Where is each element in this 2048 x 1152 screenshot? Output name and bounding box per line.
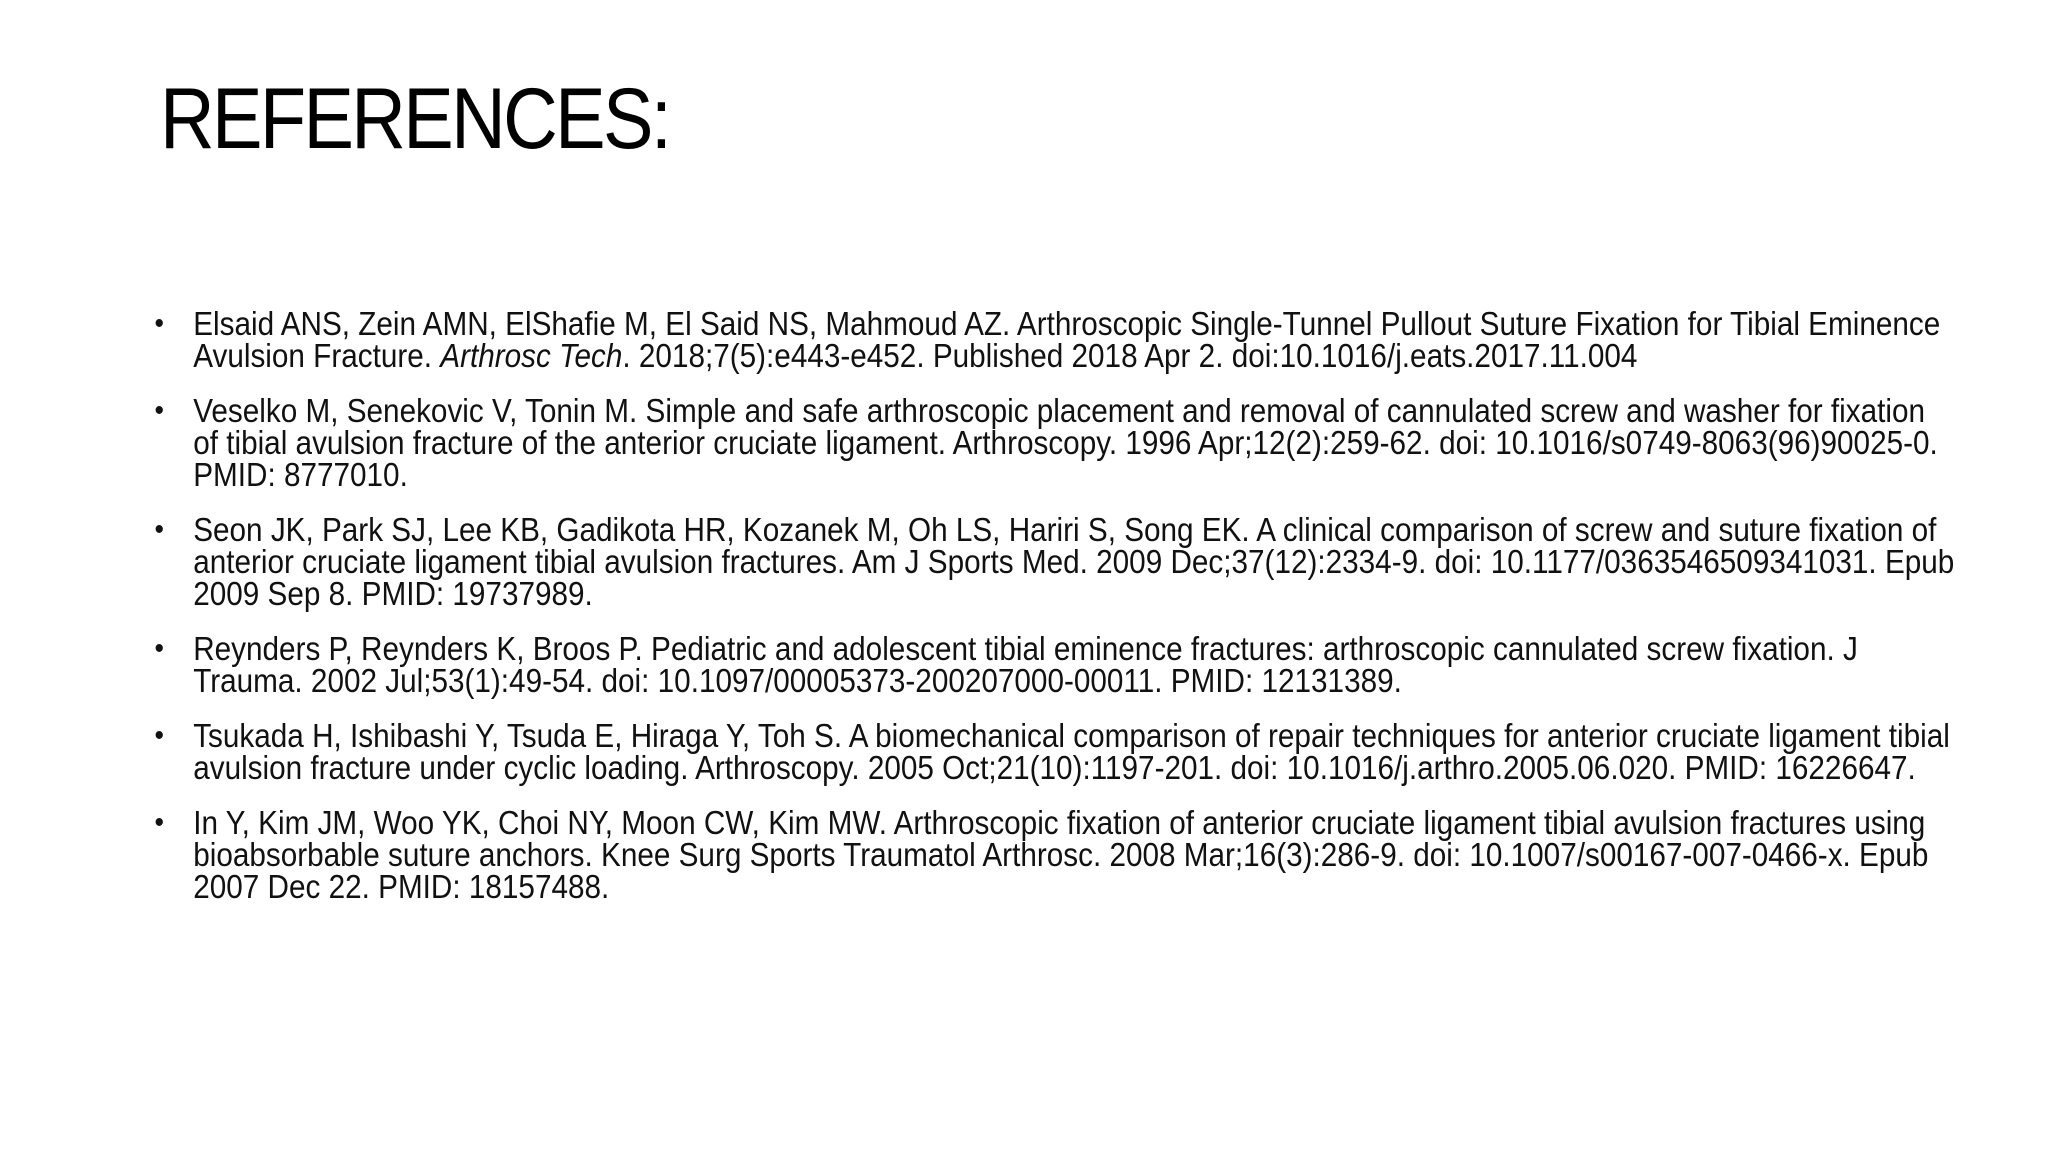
- reference-text: Tsukada H, Ishibashi Y, Tsuda E, Hiraga Y, Toh S. A biomechanical comparison of repair techniques for anterior cruciate ligament tibial avulsion fracture under cyclic loading. Arthroscopy. 2005 Oct;21(10):1197-201. doi: 10.1016/j.arthro.2005.06.020. PMID: 16226647.: [193, 717, 1950, 786]
- reference-list: [150, 305, 1955, 926]
- reference-item: [150, 804, 1957, 905]
- reference-text: In Y, Kim JM, Woo YK, Choi NY, Moon CW, Kim MW. Arthroscopic fixation of anterior cruciate ligament tibial avulsion fractures using bioabsorbable suture anchors. Knee Surg Sports Traumatol Arthrosc. 2008 Mar;16(3):286-9. doi: 10.1007/s00167-007-0466-x. Epub 2007 Dec 22. PMID: 18157488.: [193, 804, 1929, 905]
- reference-text: Veselko M, Senekovic V, Tonin M. Simple and safe arthroscopic placement and removal of cannulated screw and washer for fixation of tibial avulsion fracture of the anterior cruciate ligament. Arthroscopy. 1996 Apr;12(2):259-62. doi: 10.1016/s0749-8063(96)90025-0. PMID: 8777010.: [193, 392, 1938, 493]
- reference-item: [150, 630, 1957, 699]
- reference-text-part: . 2018;7(5):e443-e452. Published 2018 Apr 2. doi:10.1016/j.eats.2017.11.004: [622, 337, 1638, 374]
- slide-title: REFERENCES:: [160, 71, 670, 167]
- reference-text: Seon JK, Park SJ, Lee KB, Gadikota HR, Kozanek M, Oh LS, Hariri S, Song EK. A clinical comparison of screw and suture fixation of anterior cruciate ligament tibial avulsion fractures. Am J Sports Med. 2009 Dec;37(12):2334-9. doi: 10.1177/0363546509341031. Epub 2009 Sep 8. PMID: 19737989.: [193, 511, 1955, 612]
- reference-text-part: Elsaid ANS, Zein AMN, ElShafie M, El Said NS, Mahmoud AZ. Arthroscopic Single-Tunnel Pullout Suture Fixation for Tibial Eminence Avulsion Fracture.: [193, 305, 1941, 374]
- reference-item: [150, 717, 1957, 786]
- reference-item: [150, 392, 1957, 493]
- reference-item: [150, 511, 1957, 612]
- reference-text: [193, 305, 1940, 374]
- journal-name: Arthrosc Tech: [440, 337, 623, 374]
- reference-text: Reynders P, Reynders K, Broos P. Pediatric and adolescent tibial eminence fractures: arthroscopic cannulated screw fixation. J Trauma. 2002 Jul;53(1):49-54. doi: 10.1097/00005373-200207000-00011. PMID: 12131389.: [193, 630, 1858, 699]
- reference-item: [150, 305, 1957, 374]
